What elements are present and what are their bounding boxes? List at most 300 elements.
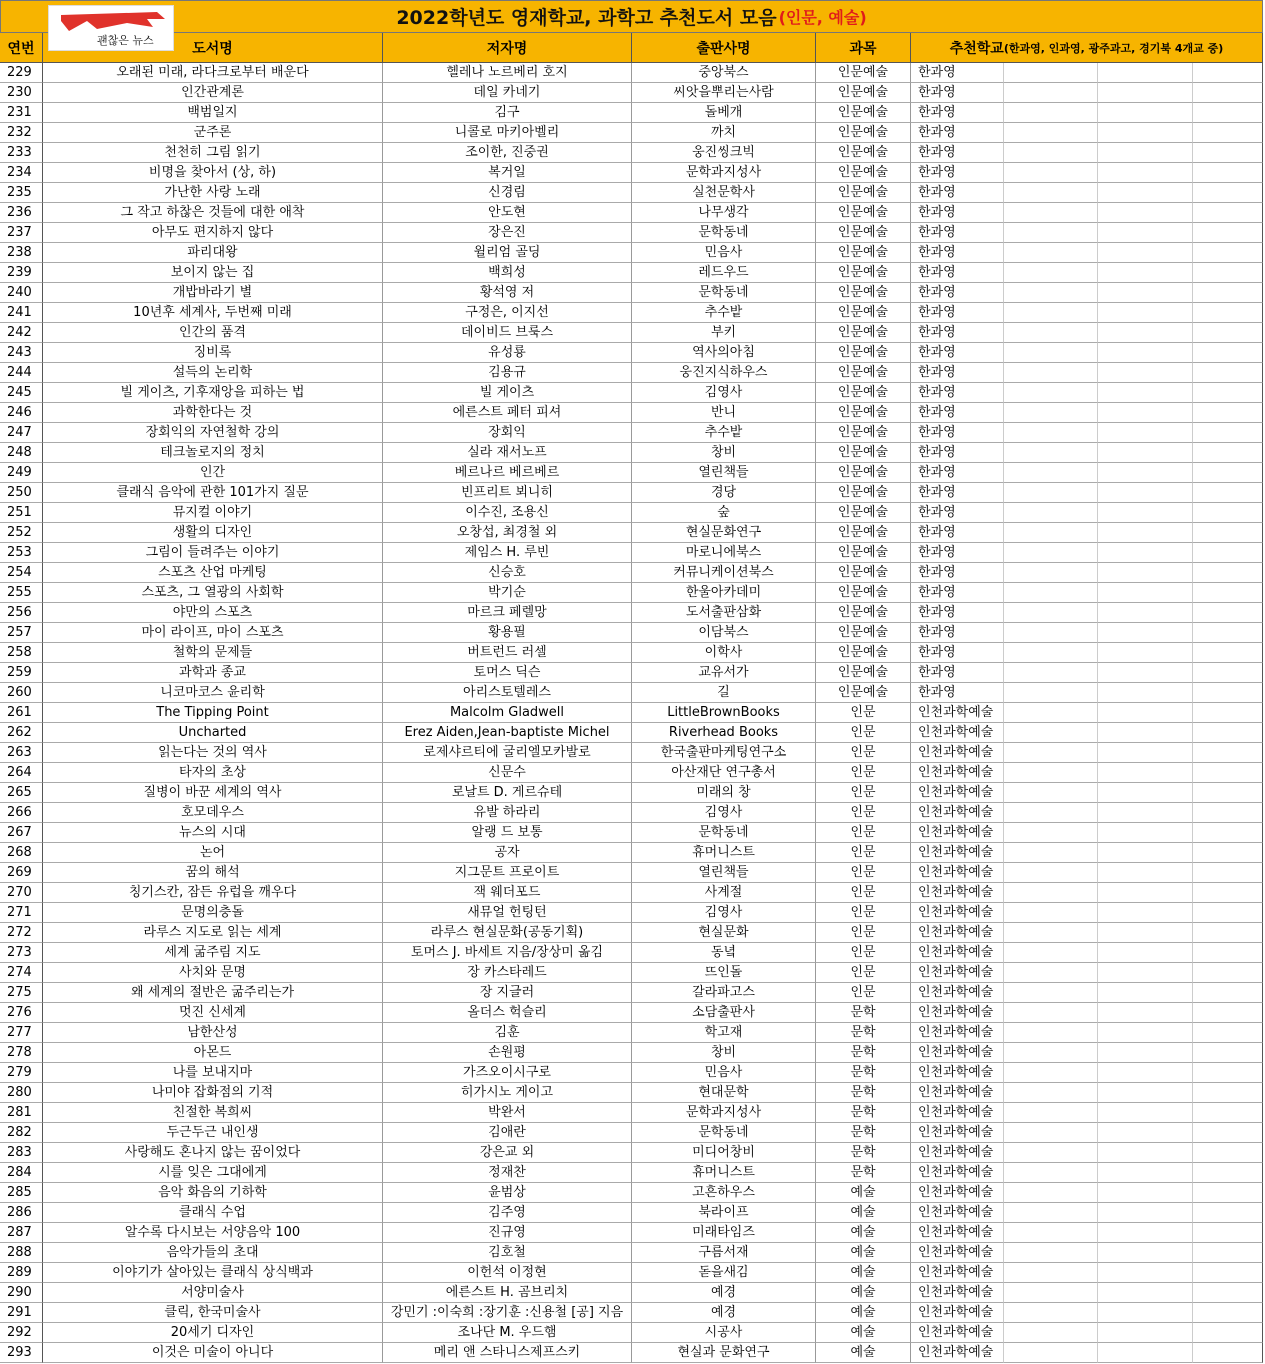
cell-num[interactable]: 289 [0,1263,43,1283]
cell-empty[interactable] [1098,803,1193,823]
cell-subject[interactable]: 인문예술 [816,283,911,303]
cell-empty[interactable] [1098,1063,1193,1083]
cell-title[interactable]: 질병이 바꾼 세계의 역사 [43,783,383,803]
cell-author[interactable]: 황석영 저 [383,283,632,303]
cell-empty[interactable] [1004,723,1098,743]
cell-empty[interactable] [1193,63,1263,83]
cell-title[interactable]: 이야기가 살아있는 클래식 상식백과 [43,1263,383,1283]
cell-school[interactable]: 인천과학예술 [911,863,1004,883]
cell-empty[interactable] [1004,243,1098,263]
cell-subject[interactable]: 인문예술 [816,123,911,143]
cell-empty[interactable] [1098,1323,1193,1343]
cell-author[interactable]: 정재찬 [383,1163,632,1183]
cell-empty[interactable] [1193,1263,1263,1283]
cell-empty[interactable] [1004,1223,1098,1243]
cell-author[interactable]: 로날트 D. 게르슈테 [383,783,632,803]
cell-empty[interactable] [1004,1063,1098,1083]
cell-empty[interactable] [1193,703,1263,723]
cell-num[interactable]: 285 [0,1183,43,1203]
cell-publisher[interactable]: 도서출판삼화 [632,603,816,623]
cell-empty[interactable] [1098,1143,1193,1163]
cell-publisher[interactable]: 사계절 [632,883,816,903]
cell-empty[interactable] [1193,983,1263,1003]
cell-empty[interactable] [1004,1323,1098,1343]
cell-school[interactable]: 인천과학예술 [911,1063,1004,1083]
cell-author[interactable]: 베르나르 베르베르 [383,463,632,483]
cell-num[interactable]: 292 [0,1323,43,1343]
cell-num[interactable]: 290 [0,1283,43,1303]
cell-author[interactable]: 가즈오이시구로 [383,1063,632,1083]
cell-empty[interactable] [1193,1243,1263,1263]
cell-subject[interactable]: 인문예술 [816,183,911,203]
cell-author[interactable]: 윤범상 [383,1183,632,1203]
cell-school[interactable]: 인천과학예술 [911,943,1004,963]
cell-author[interactable]: 토머스 J. 바세트 지음/장상미 옮김 [383,943,632,963]
cell-empty[interactable] [1098,183,1193,203]
cell-empty[interactable] [1193,1083,1263,1103]
header-author[interactable]: 저자명 [383,33,632,63]
cell-author[interactable]: 조이한, 진중권 [383,143,632,163]
cell-empty[interactable] [1098,1003,1193,1023]
cell-school[interactable]: 한과영 [911,563,1004,583]
cell-author[interactable]: 마르크 페렐망 [383,603,632,623]
cell-empty[interactable] [1193,763,1263,783]
cell-empty[interactable] [1193,1143,1263,1163]
cell-title[interactable]: 문명의충돌 [43,903,383,923]
cell-empty[interactable] [1098,1183,1193,1203]
cell-empty[interactable] [1004,803,1098,823]
cell-empty[interactable] [1004,1243,1098,1263]
cell-title[interactable]: 비명을 찾아서 (상, 하) [43,163,383,183]
cell-title[interactable]: 읽는다는 것의 역사 [43,743,383,763]
cell-publisher[interactable]: 현실문화 [632,923,816,943]
cell-empty[interactable] [1193,583,1263,603]
cell-empty[interactable] [1098,883,1193,903]
header-subject[interactable]: 과목 [816,33,911,63]
cell-subject[interactable]: 인문예술 [816,243,911,263]
cell-publisher[interactable]: 고흔하우스 [632,1183,816,1203]
cell-empty[interactable] [1193,603,1263,623]
cell-publisher[interactable]: 미래타임즈 [632,1223,816,1243]
cell-subject[interactable]: 인문예술 [816,543,911,563]
cell-title[interactable]: 나를 보내지마 [43,1063,383,1083]
cell-title[interactable]: 장회익의 자연철학 강의 [43,423,383,443]
cell-empty[interactable] [1004,1103,1098,1123]
cell-school[interactable]: 한과영 [911,363,1004,383]
cell-empty[interactable] [1004,143,1098,163]
cell-school[interactable]: 인천과학예술 [911,1003,1004,1023]
cell-school[interactable]: 한과영 [911,283,1004,303]
cell-empty[interactable] [1193,203,1263,223]
cell-school[interactable]: 한과영 [911,583,1004,603]
cell-publisher[interactable]: 휴머니스트 [632,843,816,863]
cell-empty[interactable] [1193,723,1263,743]
cell-empty[interactable] [1098,1223,1193,1243]
cell-author[interactable]: 메리 앤 스타니스제프스키 [383,1343,632,1363]
cell-school[interactable]: 한과영 [911,383,1004,403]
cell-subject[interactable]: 인문예술 [816,263,911,283]
cell-title[interactable]: 인간관계론 [43,83,383,103]
cell-empty[interactable] [1004,863,1098,883]
cell-empty[interactable] [1193,403,1263,423]
cell-empty[interactable] [1193,1303,1263,1323]
cell-num[interactable]: 244 [0,363,43,383]
cell-title[interactable]: 과학한다는 것 [43,403,383,423]
cell-empty[interactable] [1193,963,1263,983]
cell-subject[interactable]: 인문예술 [816,303,911,323]
cell-empty[interactable] [1193,663,1263,683]
cell-author[interactable]: 니콜로 마키아벨리 [383,123,632,143]
cell-subject[interactable]: 인문예술 [816,583,911,603]
cell-empty[interactable] [1004,1083,1098,1103]
cell-subject[interactable]: 인문예술 [816,483,911,503]
cell-school[interactable]: 인천과학예술 [911,883,1004,903]
cell-empty[interactable] [1193,1163,1263,1183]
cell-school[interactable]: 한과영 [911,603,1004,623]
cell-empty[interactable] [1004,623,1098,643]
cell-publisher[interactable]: 미디어창비 [632,1143,816,1163]
cell-school[interactable]: 한과영 [911,243,1004,263]
cell-author[interactable]: 실라 재서노프 [383,443,632,463]
cell-empty[interactable] [1004,483,1098,503]
cell-author[interactable]: 잭 웨더포드 [383,883,632,903]
cell-author[interactable]: 새뮤얼 헌팅턴 [383,903,632,923]
cell-num[interactable]: 259 [0,663,43,683]
cell-empty[interactable] [1004,283,1098,303]
cell-school[interactable]: 인천과학예술 [911,1223,1004,1243]
cell-empty[interactable] [1098,1343,1193,1363]
cell-empty[interactable] [1193,623,1263,643]
cell-num[interactable]: 240 [0,283,43,303]
cell-num[interactable]: 282 [0,1123,43,1143]
cell-title[interactable]: 테크놀로지의 정치 [43,443,383,463]
cell-subject[interactable]: 인문 [816,743,911,763]
cell-publisher[interactable]: 부키 [632,323,816,343]
cell-author[interactable]: 이헌석 이정현 [383,1263,632,1283]
cell-empty[interactable] [1193,1043,1263,1063]
cell-empty[interactable] [1004,1023,1098,1043]
cell-empty[interactable] [1193,223,1263,243]
cell-empty[interactable] [1098,1163,1193,1183]
cell-empty[interactable] [1098,1023,1193,1043]
cell-empty[interactable] [1193,443,1263,463]
cell-empty[interactable] [1098,1043,1193,1063]
cell-author[interactable]: 김훈 [383,1023,632,1043]
cell-num[interactable]: 271 [0,903,43,923]
cell-title[interactable]: 뮤지컬 이야기 [43,503,383,523]
cell-title[interactable]: 뉴스의 시대 [43,823,383,843]
cell-school[interactable]: 인천과학예술 [911,783,1004,803]
cell-author[interactable]: 안도현 [383,203,632,223]
cell-publisher[interactable]: 레드우드 [632,263,816,283]
cell-school[interactable]: 한과영 [911,343,1004,363]
cell-empty[interactable] [1193,1203,1263,1223]
cell-empty[interactable] [1193,363,1263,383]
cell-subject[interactable]: 인문예술 [816,463,911,483]
cell-publisher[interactable]: 문학동네 [632,1123,816,1143]
cell-empty[interactable] [1004,703,1098,723]
cell-num[interactable]: 254 [0,563,43,583]
cell-num[interactable]: 270 [0,883,43,903]
cell-num[interactable]: 279 [0,1063,43,1083]
cell-empty[interactable] [1004,203,1098,223]
cell-title[interactable]: 사치와 문명 [43,963,383,983]
cell-publisher[interactable]: 나무생각 [632,203,816,223]
cell-school[interactable]: 인천과학예술 [911,923,1004,943]
cell-subject[interactable]: 인문 [816,943,911,963]
cell-empty[interactable] [1098,523,1193,543]
cell-title[interactable]: 아몬드 [43,1043,383,1063]
cell-empty[interactable] [1098,203,1193,223]
cell-title[interactable]: 니코마코스 윤리학 [43,683,383,703]
cell-publisher[interactable]: 학고재 [632,1023,816,1043]
cell-empty[interactable] [1098,103,1193,123]
cell-title[interactable]: 10년후 세계사, 두번째 미래 [43,303,383,323]
cell-subject[interactable]: 예술 [816,1263,911,1283]
cell-subject[interactable]: 인문예술 [816,523,911,543]
cell-publisher[interactable]: 추수밭 [632,303,816,323]
cell-school[interactable]: 한과영 [911,263,1004,283]
cell-empty[interactable] [1004,103,1098,123]
cell-empty[interactable] [1193,863,1263,883]
cell-num[interactable]: 265 [0,783,43,803]
cell-empty[interactable] [1004,843,1098,863]
cell-empty[interactable] [1004,783,1098,803]
cell-title[interactable]: 스포츠 산업 마케팅 [43,563,383,583]
cell-title[interactable]: 음악 화음의 기하학 [43,1183,383,1203]
cell-publisher[interactable]: 웅진지식하우스 [632,363,816,383]
cell-num[interactable]: 238 [0,243,43,263]
cell-publisher[interactable]: 문학동네 [632,223,816,243]
cell-empty[interactable] [1004,603,1098,623]
cell-empty[interactable] [1193,383,1263,403]
cell-num[interactable]: 257 [0,623,43,643]
cell-num[interactable]: 256 [0,603,43,623]
cell-title[interactable]: 아무도 편지하지 않다 [43,223,383,243]
cell-author[interactable]: 버트런드 러셀 [383,643,632,663]
cell-num[interactable]: 248 [0,443,43,463]
cell-empty[interactable] [1098,563,1193,583]
cell-title[interactable]: 천천히 그림 읽기 [43,143,383,163]
cell-empty[interactable] [1098,223,1193,243]
cell-empty[interactable] [1004,943,1098,963]
cell-empty[interactable] [1098,603,1193,623]
cell-school[interactable]: 한과영 [911,183,1004,203]
cell-author[interactable]: 유발 하라리 [383,803,632,823]
cell-school[interactable]: 인천과학예술 [911,1243,1004,1263]
cell-subject[interactable]: 인문예술 [816,503,911,523]
cell-empty[interactable] [1004,663,1098,683]
cell-subject[interactable]: 인문 [816,923,911,943]
cell-publisher[interactable]: 돋을새김 [632,1263,816,1283]
cell-author[interactable]: 백희성 [383,263,632,283]
cell-subject[interactable]: 예술 [816,1343,911,1363]
cell-publisher[interactable]: 문학동네 [632,283,816,303]
cell-title[interactable]: 개밥바라기 별 [43,283,383,303]
cell-empty[interactable] [1004,303,1098,323]
cell-empty[interactable] [1193,503,1263,523]
cell-empty[interactable] [1004,463,1098,483]
cell-title[interactable]: 클래식 수업 [43,1203,383,1223]
cell-num[interactable]: 261 [0,703,43,723]
cell-publisher[interactable]: 동녘 [632,943,816,963]
cell-title[interactable]: 인간의 품격 [43,323,383,343]
cell-subject[interactable]: 문학 [816,1063,911,1083]
cell-empty[interactable] [1098,1263,1193,1283]
cell-subject[interactable]: 인문예술 [816,83,911,103]
cell-author[interactable]: 윌리엄 골딩 [383,243,632,263]
cell-num[interactable]: 283 [0,1143,43,1163]
cell-empty[interactable] [1004,423,1098,443]
cell-empty[interactable] [1193,183,1263,203]
cell-title[interactable]: 설득의 논리학 [43,363,383,383]
cell-subject[interactable]: 예술 [816,1223,911,1243]
cell-title[interactable]: 클래식 음악에 관한 101가지 질문 [43,483,383,503]
cell-author[interactable]: 신승호 [383,563,632,583]
cell-empty[interactable] [1098,1283,1193,1303]
cell-num[interactable]: 272 [0,923,43,943]
cell-author[interactable]: 김주영 [383,1203,632,1223]
cell-publisher[interactable]: Riverhead Books [632,723,816,743]
cell-empty[interactable] [1004,823,1098,843]
cell-empty[interactable] [1004,363,1098,383]
cell-num[interactable]: 262 [0,723,43,743]
cell-num[interactable]: 273 [0,943,43,963]
cell-empty[interactable] [1004,183,1098,203]
cell-empty[interactable] [1193,1063,1263,1083]
cell-school[interactable]: 한과영 [911,423,1004,443]
cell-author[interactable]: 구정은, 이지선 [383,303,632,323]
cell-author[interactable]: 올더스 헉슬리 [383,1003,632,1023]
cell-publisher[interactable]: 시공사 [632,1323,816,1343]
cell-author[interactable]: 김애란 [383,1123,632,1143]
cell-title[interactable]: 철학의 문제들 [43,643,383,663]
cell-num[interactable]: 247 [0,423,43,443]
cell-school[interactable]: 한과영 [911,483,1004,503]
cell-empty[interactable] [1004,1283,1098,1303]
cell-publisher[interactable]: 예경 [632,1283,816,1303]
cell-author[interactable]: 에른스트 H. 곰브리치 [383,1283,632,1303]
cell-num[interactable]: 276 [0,1003,43,1023]
cell-empty[interactable] [1004,163,1098,183]
cell-author[interactable]: Malcolm Gladwell [383,703,632,723]
cell-school[interactable]: 인천과학예술 [911,703,1004,723]
cell-title[interactable]: 그 작고 하찮은 것들에 대한 애착 [43,203,383,223]
cell-school[interactable]: 한과영 [911,63,1004,83]
cell-empty[interactable] [1098,383,1193,403]
cell-author[interactable]: 박완서 [383,1103,632,1123]
cell-empty[interactable] [1098,83,1193,103]
cell-author[interactable]: 오창섭, 최경철 외 [383,523,632,543]
cell-num[interactable]: 241 [0,303,43,323]
cell-empty[interactable] [1193,783,1263,803]
cell-subject[interactable]: 예술 [816,1323,911,1343]
cell-publisher[interactable]: 중앙북스 [632,63,816,83]
cell-subject[interactable]: 인문예술 [816,643,911,663]
cell-author[interactable]: 황용필 [383,623,632,643]
cell-num[interactable]: 253 [0,543,43,563]
cell-publisher[interactable]: 열린책들 [632,463,816,483]
cell-subject[interactable]: 문학 [816,1143,911,1163]
cell-num[interactable]: 260 [0,683,43,703]
cell-author[interactable]: 헬레나 노르베리 호지 [383,63,632,83]
cell-num[interactable]: 230 [0,83,43,103]
cell-empty[interactable] [1193,83,1263,103]
header-title[interactable]: 도서명 [43,33,383,63]
cell-subject[interactable]: 인문예술 [816,683,911,703]
cell-title[interactable]: 20세기 디자인 [43,1323,383,1343]
cell-num[interactable]: 242 [0,323,43,343]
cell-empty[interactable] [1004,323,1098,343]
cell-author[interactable]: 데일 카네기 [383,83,632,103]
cell-school[interactable]: 한과영 [911,123,1004,143]
cell-empty[interactable] [1098,463,1193,483]
cell-title[interactable]: 이것은 미술이 아니다 [43,1343,383,1363]
cell-empty[interactable] [1098,843,1193,863]
cell-school[interactable]: 한과영 [911,403,1004,423]
cell-school[interactable]: 인천과학예술 [911,1303,1004,1323]
cell-empty[interactable] [1098,863,1193,883]
cell-empty[interactable] [1098,723,1193,743]
cell-num[interactable]: 231 [0,103,43,123]
cell-empty[interactable] [1098,123,1193,143]
cell-empty[interactable] [1004,503,1098,523]
cell-school[interactable]: 한과영 [911,323,1004,343]
cell-empty[interactable] [1193,483,1263,503]
cell-empty[interactable] [1193,823,1263,843]
cell-empty[interactable] [1098,423,1193,443]
cell-empty[interactable] [1098,903,1193,923]
cell-publisher[interactable]: 한국출판마케팅연구소 [632,743,816,763]
cell-empty[interactable] [1004,583,1098,603]
cell-empty[interactable] [1193,303,1263,323]
cell-empty[interactable] [1004,1043,1098,1063]
cell-author[interactable]: 에른스트 페터 피셔 [383,403,632,423]
cell-school[interactable]: 인천과학예술 [911,1283,1004,1303]
cell-title[interactable]: 칭기스칸, 잠든 유럽을 깨우다 [43,883,383,903]
cell-empty[interactable] [1098,943,1193,963]
cell-empty[interactable] [1098,783,1193,803]
cell-author[interactable]: 아리스토텔레스 [383,683,632,703]
cell-empty[interactable] [1098,303,1193,323]
cell-empty[interactable] [1098,983,1193,1003]
cell-num[interactable]: 288 [0,1243,43,1263]
cell-num[interactable]: 252 [0,523,43,543]
cell-empty[interactable] [1098,503,1193,523]
cell-empty[interactable] [1004,1343,1098,1363]
cell-author[interactable]: 김용규 [383,363,632,383]
cell-title[interactable]: 과학과 종교 [43,663,383,683]
cell-empty[interactable] [1004,763,1098,783]
cell-school[interactable]: 한과영 [911,683,1004,703]
cell-empty[interactable] [1193,423,1263,443]
header-num[interactable]: 연번 [0,33,43,63]
cell-title[interactable]: 군주론 [43,123,383,143]
cell-school[interactable]: 인천과학예술 [911,723,1004,743]
cell-publisher[interactable]: 민음사 [632,1063,816,1083]
cell-author[interactable]: 강민기 :이숙희 :장기훈 :신용철 [공] 지음 [383,1303,632,1323]
cell-subject[interactable]: 인문 [816,883,911,903]
cell-subject[interactable]: 인문예술 [816,343,911,363]
cell-num[interactable]: 237 [0,223,43,243]
cell-empty[interactable] [1004,223,1098,243]
cell-title[interactable]: The Tipping Point [43,703,383,723]
cell-empty[interactable] [1098,263,1193,283]
cell-title[interactable]: 스포츠, 그 열광의 사회학 [43,583,383,603]
cell-title[interactable]: 야만의 스포츠 [43,603,383,623]
cell-empty[interactable] [1193,523,1263,543]
cell-title[interactable]: 가난한 사랑 노래 [43,183,383,203]
